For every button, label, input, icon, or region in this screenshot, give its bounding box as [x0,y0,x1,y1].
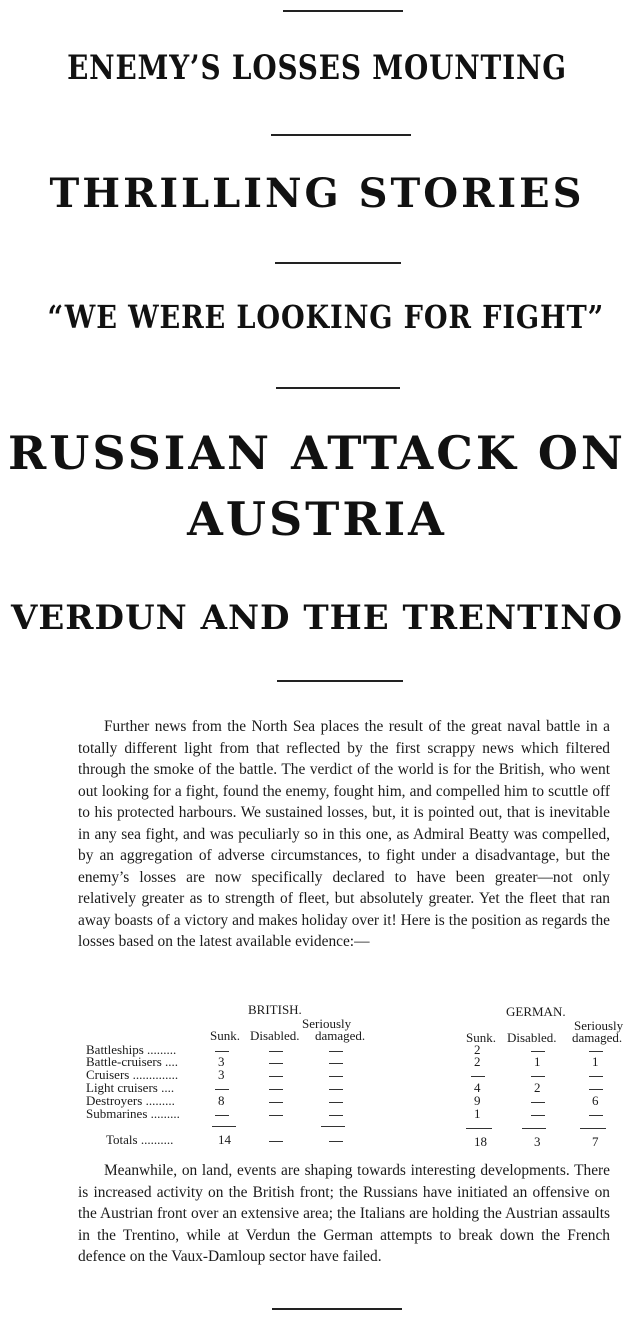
british-disabled-cell-dash [269,1076,283,1077]
british-disabled-cell-dash [269,1115,283,1116]
german-col-seriously: Seriously [574,1018,624,1033]
british-disabled-cell-dash [269,1051,283,1052]
headline-enemys-losses: ENEMY’S LOSSES MOUNTING [67,48,567,88]
british-sunk-cell: 8 [218,1093,225,1108]
british-col-sunk: Sunk. [210,1028,240,1043]
british-total-sunk: 14 [218,1132,231,1147]
headline-verdun-trentino: VERDUN AND THE TRENTINO [10,598,623,638]
german-total-disabled: 3 [534,1134,541,1149]
german-col-damaged: damaged. [572,1030,623,1045]
article-paragraph-1: Further news from the North Sea places the result of the great naval battle in a totally different light from that reflected by the first scrappy news which filtered through the smoke of the battle. The verdict of the world is for the British, who went out looking for a fight, found the enemy, fought him, and compelled him to scuttle off to his protected harbours. We sustained losses, but, it is pointed out, that is inevitable in any sea fight, and was peculiarly so in this one, as Admiral Beatty was compelled, by an aggregation of adverse circumstances, to fight under a disadvantage, but the enemy’s losses are now specifically declared to have been greater—not only relatively greater as to strength of fleet, but absolutely greater. Yet the fleet that ran away boasts of a victory and makes holiday over it! Here is the position as regards the losses based on the latest available evidence:— [78,718,610,950]
divider-rule-4 [277,680,403,682]
british-disabled-cell-dash [269,1063,283,1064]
german-damaged-cell: 6 [592,1093,599,1108]
british-col-seriously: Seriously [302,1016,352,1031]
german-disabled-cell-dash [531,1051,545,1052]
british-header: BRITISH. [248,1002,302,1017]
german-total-damaged: 7 [592,1134,599,1149]
german-header: GERMAN. [506,1004,566,1019]
british-total-damaged-dash [329,1141,343,1142]
british-disabled-cell-dash [269,1102,283,1103]
german-damaged-cell-dash [589,1051,603,1052]
divider-rule-2 [275,262,401,264]
german-col-disabled: Disabled. [507,1030,557,1045]
losses-table [0,1000,634,1160]
british-sunk-sum-line [212,1126,236,1127]
german-disabled-cell-dash [531,1115,545,1116]
german-sunk-cell: 4 [474,1080,481,1095]
table-row-label: Destroyers ......... [86,1093,175,1108]
british-damaged-cell-dash [329,1076,343,1077]
german-disabled-cell: 1 [534,1054,541,1069]
german-sunk-cell: 2 [474,1042,481,1057]
table-row-label: Submarines ......... [86,1106,180,1121]
article-paragraph-2: Meanwhile, on land, events are shaping towards interesting developments. There is increased activity on the British front; the Russians have initiated an offensive on the Austrian front over an extensive area; the Italians are holding the Austrian assaults in the Trentino, while at Verdun the German attempts to break down the French defence on the Vaux-Damloup sector have failed. [78,1162,610,1265]
german-disabled-cell: 2 [534,1080,541,1095]
british-sunk-cell: 3 [218,1054,225,1069]
british-sunk-cell: 3 [218,1067,225,1082]
british-damaged-cell-dash [329,1089,343,1090]
german-damaged-cell-dash [589,1076,603,1077]
german-sunk-cell: 1 [474,1106,481,1121]
german-sunk-sum-line [466,1128,492,1129]
bottom-rule [272,1308,402,1310]
british-sunk-cell-dash [215,1115,229,1116]
british-disabled-cell-dash [269,1089,283,1090]
german-damaged-sum-line [580,1128,606,1129]
british-damaged-cell-dash [329,1051,343,1052]
table-row-label: Battle-cruisers .... [86,1054,179,1069]
british-damaged-cell-dash [329,1102,343,1103]
divider-rule-3 [276,387,400,389]
headline-thrilling-stories: THRILLING STORIES [49,170,585,217]
british-col-disabled: Disabled. [250,1028,300,1043]
german-disabled-cell-dash [531,1076,545,1077]
german-col-sunk: Sunk. [466,1030,496,1045]
german-damaged-cell-dash [589,1089,603,1090]
german-damaged-cell-dash [589,1115,603,1116]
british-total-disabled-dash [269,1141,283,1142]
german-sunk-cell-dash [471,1076,485,1077]
german-sunk-cell: 2 [474,1054,481,1069]
totals-label: Totals .......... [106,1132,174,1147]
british-sunk-cell-dash [215,1051,229,1052]
german-total-sunk: 18 [474,1134,487,1149]
british-col-damaged: damaged. [315,1028,366,1043]
headline-russian-attack: RUSSIAN ATTACK ON AUSTRIA [8,426,626,546]
top-rule [283,10,403,12]
german-disabled-cell-dash [531,1102,545,1103]
german-disabled-sum-line [522,1128,546,1129]
german-sunk-cell: 9 [474,1093,481,1108]
german-damaged-cell: 1 [592,1054,599,1069]
british-damaged-cell-dash [329,1063,343,1064]
divider-rule-1 [271,134,411,136]
british-sunk-cell-dash [215,1089,229,1090]
headline-looking-for-fight: “WE WERE LOOKING FOR FIGHT” [47,298,605,336]
british-damaged-cell-dash [329,1115,343,1116]
table-row-label: Light cruisers .... [86,1080,175,1095]
table-row-label: Cruisers .............. [86,1067,179,1082]
british-damaged-sum-line [321,1126,345,1127]
table-row-label: Battleships ......... [86,1042,177,1057]
